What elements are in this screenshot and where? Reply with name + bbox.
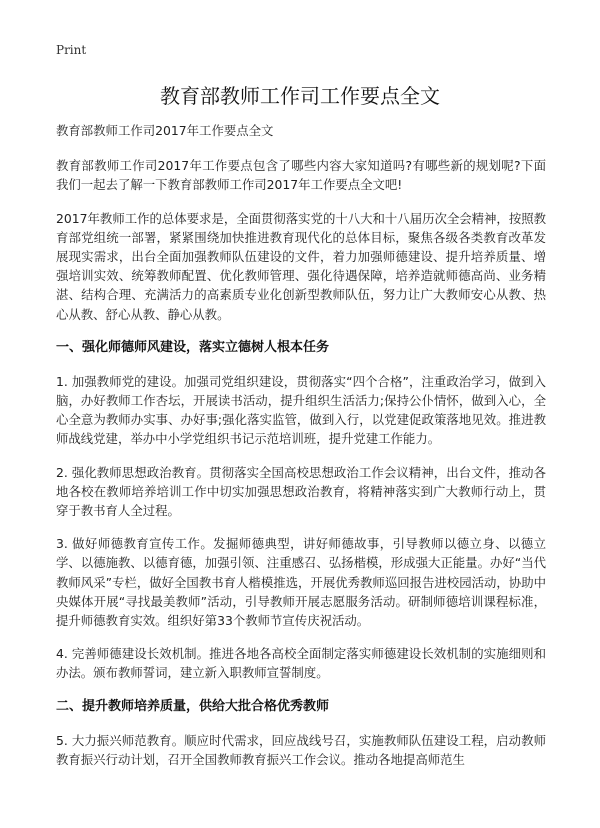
overview-paragraph: 2017年教师工作的总体要求是，全面贯彻落实党的十八大和十八届历次全会精神，按照教育部党组统一部署，紧紧围绕加快推进教育现代化的总体目标，聚焦各级各类教育改革发展现实需求，出台全面加强教师队伍建设的文件，着力加强师德建设、提升培养质量、增强培训实效、统筹教师配置、优化教师管理、强化待遇保障，培养造就师德高尚、业务精湛、结构合理、充满活力的高素质专业化创新型教师队伍，努力让广大教师安心从教、热心从教、舒心从教、静心从教。 (56, 210, 546, 322)
list-item-5: 5. 大力振兴师范教育。顺应时代需求，回应战线号召，实施教师队伍建设工程，启动教师教育振兴行动计划，召开全国教师教育振兴工作会议。推动各地提高师范生 (56, 732, 546, 767)
section-heading-2: 二、提升教师培养质量，供给大批合格优秀教师 (56, 698, 330, 714)
article-subtitle: 教育部教师工作司2017年工作要点全文 (56, 123, 274, 138)
print-link[interactable]: Print (56, 43, 87, 57)
section-heading-1: 一、强化师德师风建设，落实立德树人根本任务 (56, 339, 330, 355)
list-item-2: 2. 强化教师思想政治教育。贯彻落实全国高校思想政治工作会议精神，出台文件，推动各地各校在教师培养培训工作中切实加强思想政治教育，将精神落实到广大教师行动上，贯穿于教书育人全过程。 (56, 464, 546, 519)
list-item-3: 3. 做好师德教育宣传工作。发掘师德典型，讲好师德故事，引导教师以德立身、以德立学、以德施教、以德育德，加强引领、注重感召、弘扬楷模，形成强大正能量。办好“当代教师风采”专栏，做好全国教书育人楷模推选，开展优秀教师巡回报告进校园活动，协助中央媒体开展“寻找最美教师”活动，引导教师开展志愿服务活动。研制师德培训课程标准，提升师德教育实效。组织好第33个教师节宣传庆祝活动。 (56, 536, 546, 629)
list-item-4: 4. 完善师德建设长效机制。推进各地各高校全面制定落实师德建设长效机制的实施细则和办法。颁布教师誓词，建立新入职教师宣誓制度。 (56, 646, 546, 681)
article-body (56, 121, 546, 783)
page-title: 教育部教师工作司工作要点全文 (160, 84, 440, 108)
list-item-1: 1. 加强教师党的建设。加强司党组织建设，贯彻落实“四个合格”，注重政治学习，做到入脑，办好教师工作杏坛，开展读书活动，提升组织生活活力;保持公仆情怀，做到入心，全心全意为教师办实事、办好事;强化落实监管，做到入行，以党建促政策落地见效。推进教师战线党建，举办中小学党组织书记示范培训班，提升党建工作能力。 (56, 373, 546, 447)
intro-paragraph: 教育部教师工作司2017年工作要点包含了哪些内容大家知道吗?有哪些新的规划呢?下面我们一起去了解一下教育部教师工作司2017年工作要点全文吧! (56, 158, 546, 193)
